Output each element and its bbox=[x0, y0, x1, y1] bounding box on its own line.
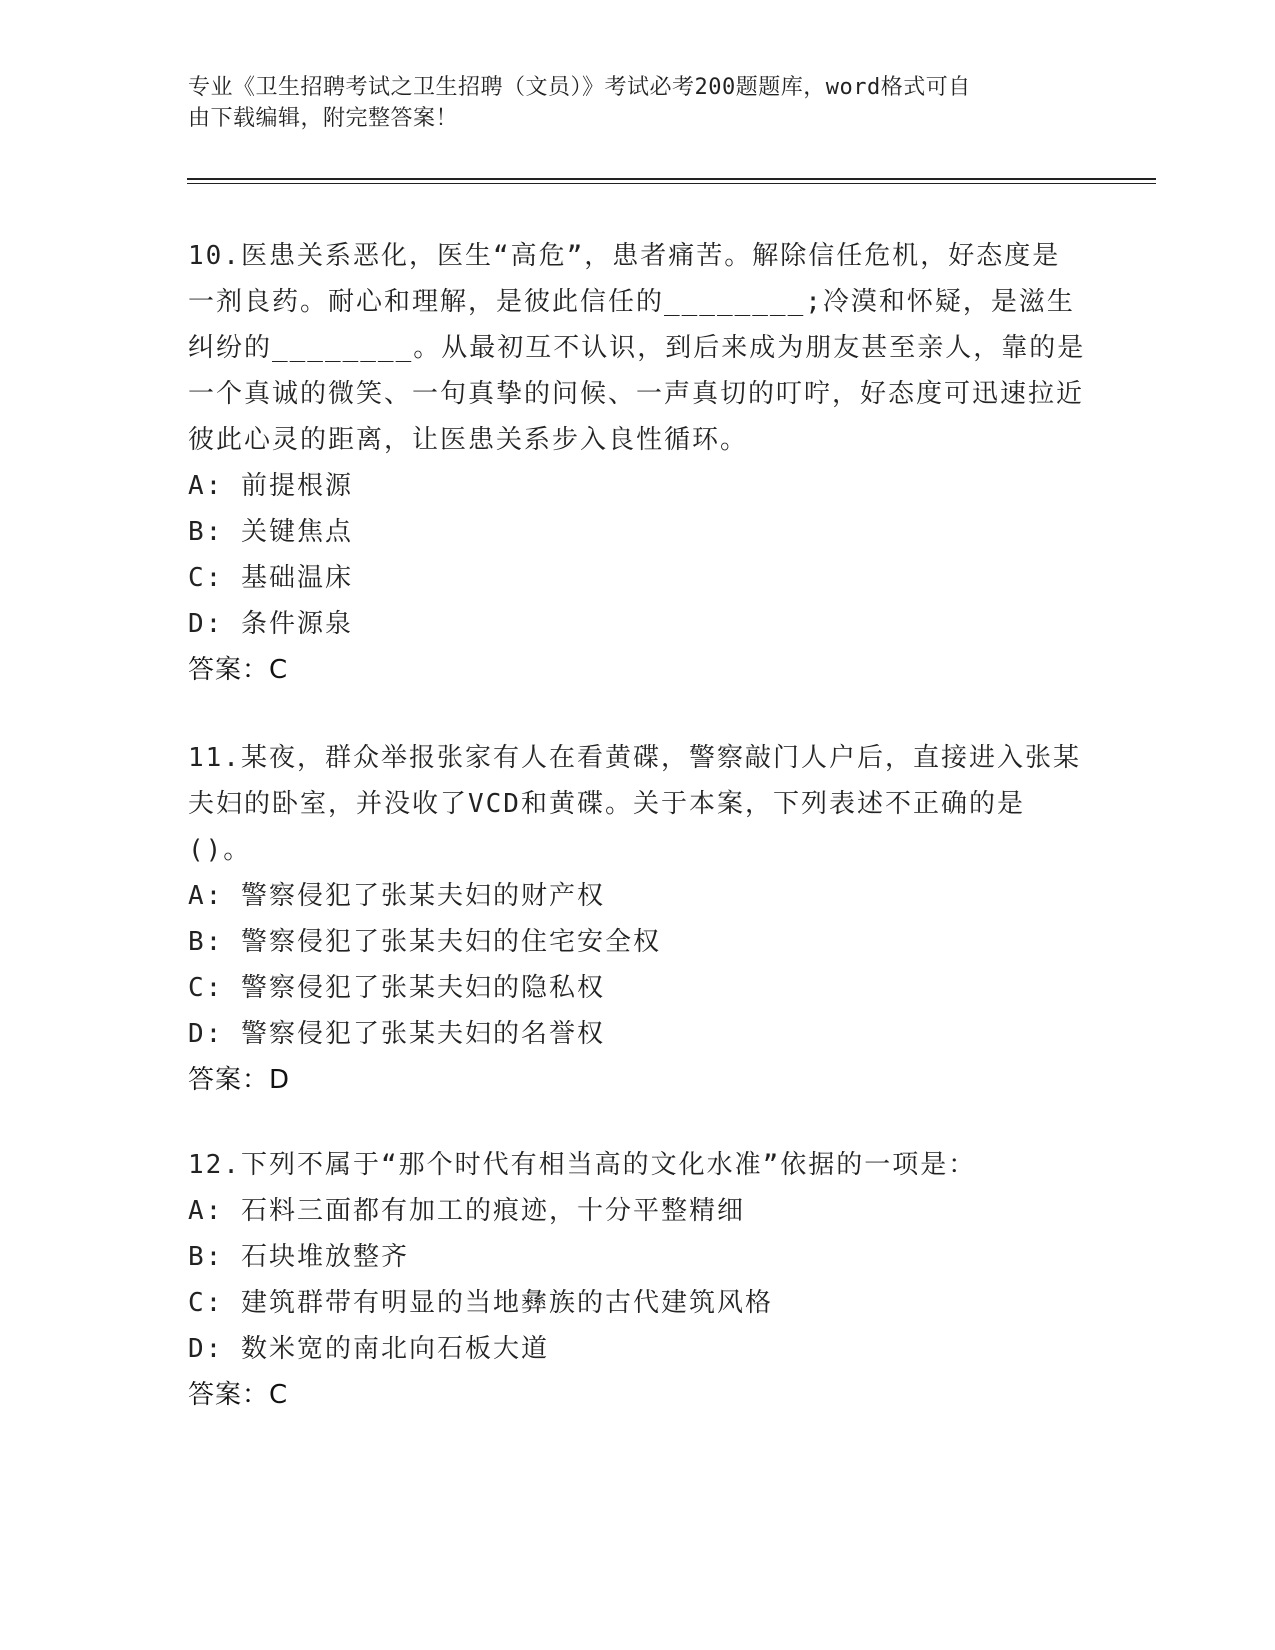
option-c: C: 警察侵犯了张某夫妇的隐私权 bbox=[188, 973, 605, 1003]
option-d: D: 条件源泉 bbox=[188, 609, 353, 639]
header-line-2: 由下载编辑，附完整答案！ bbox=[188, 106, 459, 131]
option-d: D: 警察侵犯了张某夫妇的名誉权 bbox=[188, 1019, 605, 1049]
answer-line: 答案：C bbox=[188, 1380, 289, 1410]
option-a: A: 警察侵犯了张某夫妇的财产权 bbox=[188, 881, 605, 911]
option-c: C: 建筑群带有明显的当地彝族的古代建筑风格 bbox=[188, 1288, 773, 1318]
answer-line: 答案：D bbox=[188, 1065, 291, 1095]
header-divider-thick bbox=[187, 178, 1156, 180]
option-d: D: 数米宽的南北向石板大道 bbox=[188, 1334, 549, 1364]
option-b: B: 关键焦点 bbox=[188, 517, 353, 547]
option-a: A: 石料三面都有加工的痕迹，十分平整精细 bbox=[188, 1196, 745, 1226]
option-b: B: 警察侵犯了张某夫妇的住宅安全权 bbox=[188, 927, 661, 957]
header-divider-thin bbox=[187, 183, 1156, 184]
question-stem: 10.医患关系恶化，医生“高危”，患者痛苦。解除信任危机，好态度是一剂良药。耐心和理解，是彼此信任的________;冷漠和怀疑，是滋生纠纷的________。从最初互不认识，到后来成为朋友甚至亲人，靠的是一个真诚的微笑、一句真挚的问候、一声真切的叮咛，好态度可迅速拉近彼此心灵的距离，让医患关系步入良性循环。 bbox=[188, 241, 1086, 455]
document-header bbox=[188, 72, 1088, 134]
question-stem: 11.某夜，群众举报张家有人在看黄碟，警察敲门人户后，直接进入张某夫妇的卧室，并没收了VCD和黄碟。关于本案，下列表述不正确的是()。 bbox=[188, 743, 1081, 865]
option-b: B: 石块堆放整齐 bbox=[188, 1242, 409, 1272]
answer-line: 答案：C bbox=[188, 655, 289, 685]
question-12 bbox=[188, 1142, 1088, 1418]
option-c: C: 基础温床 bbox=[188, 563, 353, 593]
option-a: A: 前提根源 bbox=[188, 471, 353, 501]
question-11 bbox=[188, 735, 1088, 1103]
question-10 bbox=[188, 233, 1088, 693]
header-line-1: 专业《卫生招聘考试之卫生招聘（文员）》考试必考200题题库，word格式可自 bbox=[188, 75, 971, 100]
question-stem: 12.下列不属于“那个时代有相当高的文化水准”依据的一项是： bbox=[188, 1150, 977, 1180]
